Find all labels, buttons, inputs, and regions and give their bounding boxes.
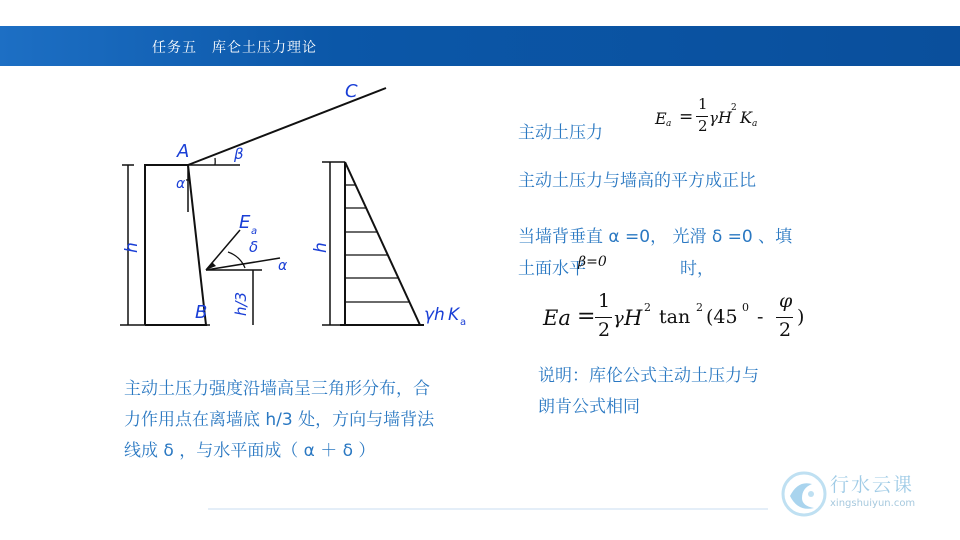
logo-name: 行水云课 — [830, 474, 915, 496]
wave-logo-icon — [780, 466, 828, 522]
label-alpha-2: α — [278, 258, 288, 274]
condition-suffix: 时， — [680, 259, 714, 279]
label-E: E — [239, 212, 251, 233]
summary-line-2: 力作用点在离墙底 h/3 处，方向与墙背法 — [124, 410, 435, 430]
label-h3: h/3 — [232, 291, 250, 316]
label-C: C — [345, 81, 358, 102]
brand-logo — [780, 466, 950, 522]
label-B: B — [195, 302, 208, 323]
label-delta: δ — [249, 238, 259, 256]
label-K-sub: a — [460, 317, 467, 328]
formula-active-pressure: E a = 1 2 γ H 2 K a — [655, 95, 758, 135]
condition-line-1: 当墙背垂直 α =0， 光滑 δ =0 、填 — [518, 227, 793, 247]
note-line-1: 说明：库伦公式主动土压力与 — [538, 366, 759, 386]
condition-beta: β=0 — [578, 254, 607, 270]
summary-line-3: 线成 δ ，与水平面成（ α ＋ δ ） — [124, 441, 376, 461]
label-K: K — [448, 305, 460, 325]
label-h: h — [122, 242, 142, 253]
label-gamma-h: γh — [424, 305, 445, 325]
bottom-divider — [208, 508, 768, 510]
label-beta: β — [234, 145, 244, 163]
label-alpha: α — [176, 176, 186, 192]
condition-line-2: 土面水平 — [518, 259, 586, 279]
summary-line-1: 主动土压力强度沿墙高呈三角形分布，合 — [124, 379, 430, 399]
label-E-sub: a — [251, 226, 258, 237]
label-h-2: h — [311, 242, 331, 253]
proportional-text: 主动土压力与墙高的平方成正比 — [518, 171, 756, 191]
label-A: A — [177, 141, 190, 162]
note-line-2: 朗肯公式相同 — [538, 397, 640, 417]
logo-url: xingshuiyun.com — [830, 498, 916, 509]
page-title: 任务五 库仑土压力理论 — [152, 40, 317, 56]
formula-rankine: Ea = 1 2 γ H 2 tan 2 (45 0 - φ 2 ) — [543, 290, 805, 341]
active-pressure-label: 主动土压力 — [518, 123, 603, 143]
